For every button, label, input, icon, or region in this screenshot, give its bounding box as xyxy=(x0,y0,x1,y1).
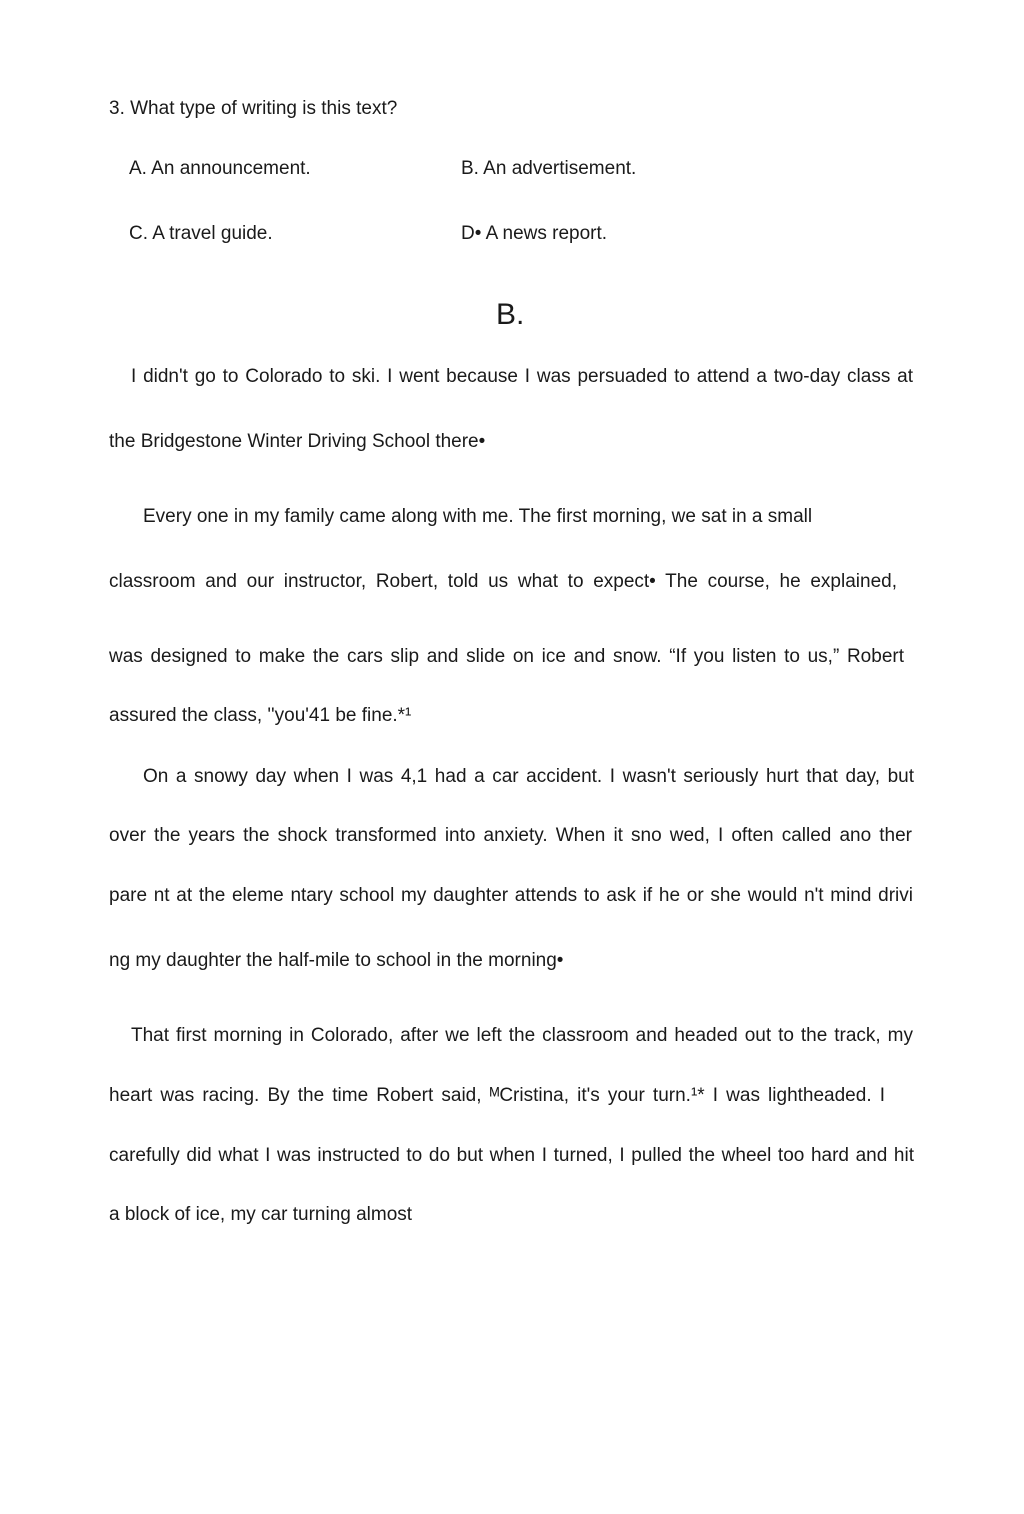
passage-line: was designed to make the cars slip and slide on ice and snow. “If you listen to us,” Robert xyxy=(109,646,904,667)
passage-line: ng my daughter the half-mile to school in the morning• xyxy=(109,950,564,971)
passage-line: classroom and our instructor, Robert, told us what to expect• The course, he explained, xyxy=(109,571,897,592)
option-a: A. An announcement. xyxy=(129,158,311,179)
passage-line: a block of ice, my car turning almost xyxy=(109,1204,413,1225)
passage-line: I didn't go to Colorado to ski. I went because I was persuaded to attend a two-day class at xyxy=(131,366,913,387)
passage-line: assured the class, ''you'41 be fine.*¹ xyxy=(109,705,412,726)
option-b: B. An advertisement. xyxy=(461,158,637,179)
passage-line: carefully did what I was instructed to do but when I turned, I pulled the wheel too hard and hit xyxy=(109,1145,914,1166)
option-d: D• A news report. xyxy=(461,223,608,244)
option-c: C. A travel guide. xyxy=(129,223,273,244)
passage-line: Every one in my family came along with me. The first morning, we sat in a small xyxy=(143,506,813,527)
passage-line: heart was racing. By the time Robert said, ᴹCristina, it's your turn.¹* I was lightheaded. I xyxy=(109,1085,885,1106)
passage-line: That first morning in Colorado, after we left the classroom and headed out to the track, my xyxy=(131,1025,913,1046)
passage-line: over the years the shock transformed into anxiety. When it sno wed, I often called ano ther xyxy=(109,825,912,846)
question-3-text: 3. What type of writing is this text? xyxy=(109,98,398,119)
passage-line: pare nt at the eleme ntary school my daughter attends to ask if he or she would n't mind drivi xyxy=(109,885,913,906)
passage-line: On a snowy day when I was 4,1 had a car accident. I wasn't seriously hurt that day, but xyxy=(143,766,914,787)
section-heading: B. xyxy=(496,298,525,331)
passage-line: the Bridgestone Winter Driving School there• xyxy=(109,431,486,452)
